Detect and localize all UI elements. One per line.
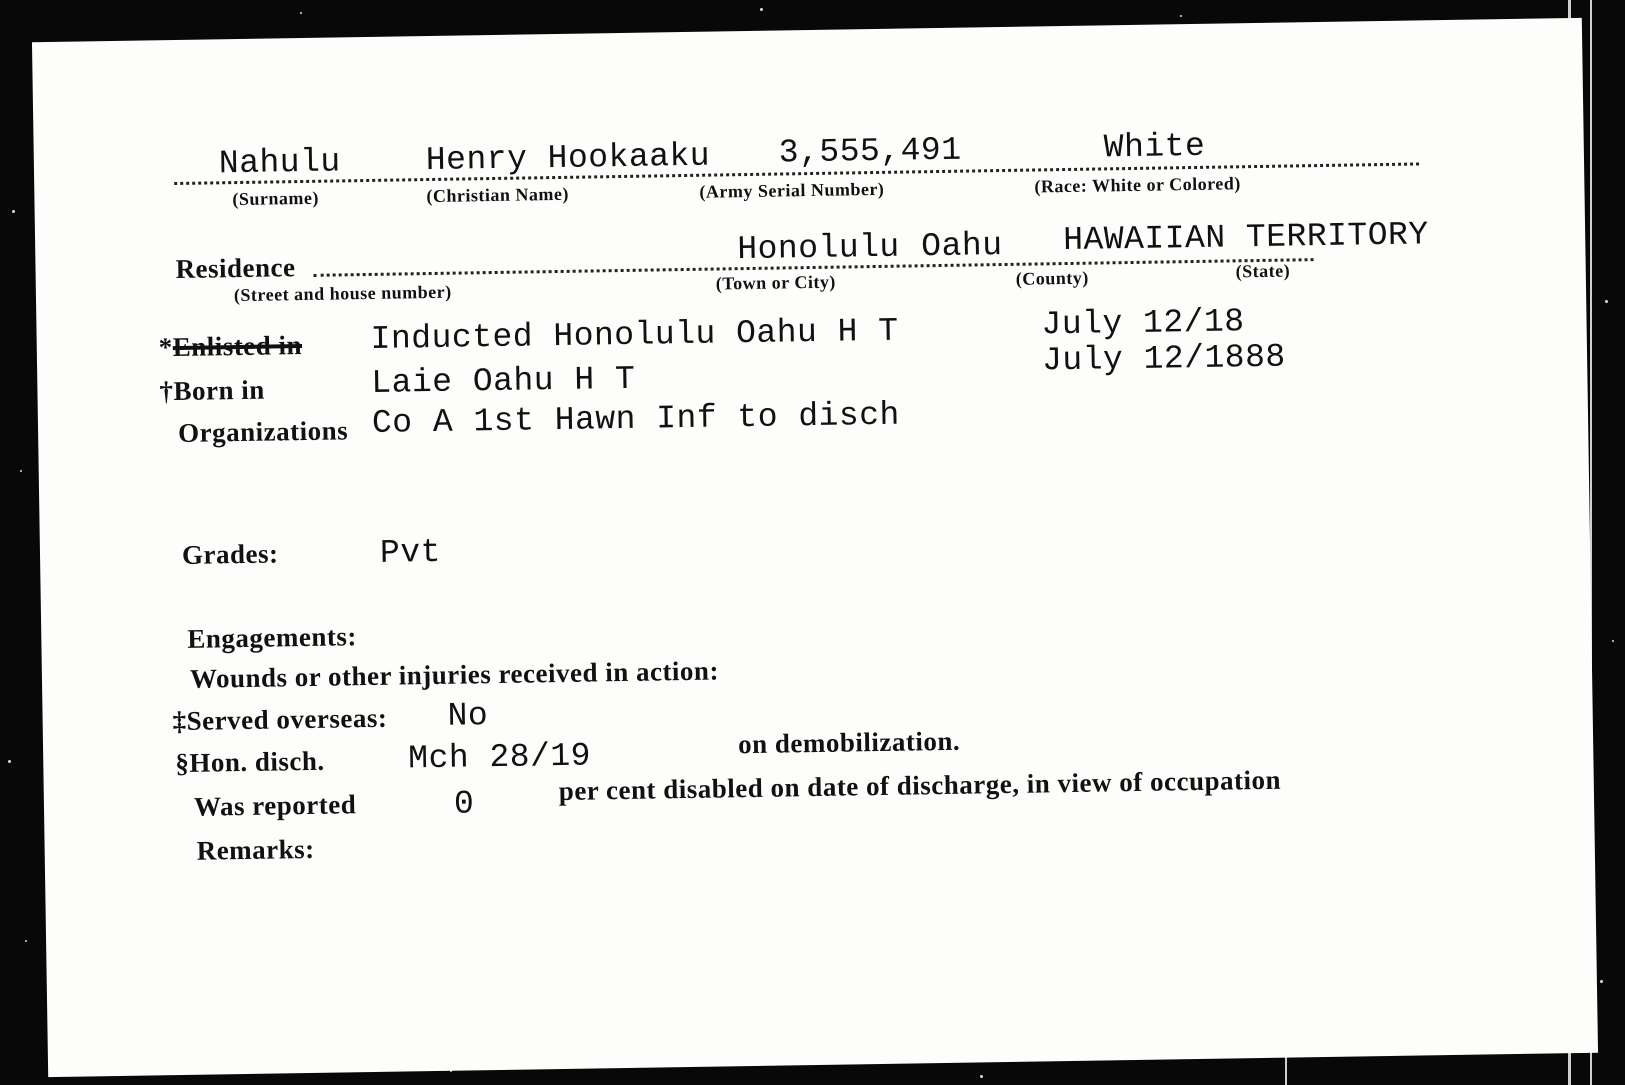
race-value: White [1103,127,1206,167]
wounds-label: Wounds or other injuries received in action: [189,655,720,694]
scan-speck [20,470,22,472]
state-value: HAWAIIAN TERRITORY [1062,216,1429,260]
enlisted-label-text: Enlisted in [172,330,303,363]
scan-speck [300,12,302,14]
state-caption: (State) [1235,260,1291,282]
born-place-value: Laie Oahu H T [371,360,636,402]
born-footnote-mark: † [159,376,174,407]
serial-number-caption: (Army Serial Number) [699,178,885,202]
scan-speck [1180,15,1182,17]
reported-suffix: per cent disabled on date of discharge, in view of occupation [558,764,1282,807]
enlisted-footnote-mark: * [158,332,174,363]
grades-label: Grades: [181,538,279,570]
scan-speck [1600,980,1603,983]
scan-speck [1605,300,1608,303]
engagements-label: Engagements: [187,621,358,654]
inducted-value: Inducted Honolulu Oahu H T [370,312,899,358]
reported-label: Was reported [193,789,357,822]
discharge-date: Mch 28/19 [407,737,592,778]
service-record-card [32,18,1598,1077]
christian-name-value: Henry Hookaaku [425,137,711,180]
served-overseas-value: No [447,697,489,735]
served-overseas-label: ‡Served overseas: [172,702,388,737]
christian-name-caption: (Christian Name) [426,183,570,207]
scan-speck [1612,640,1614,642]
organizations-label: Organizations [177,415,349,448]
scan-speck [25,940,27,942]
discharge-reason: on demobilization. [737,725,961,760]
county-caption: (County) [1015,267,1089,289]
serial-number-value: 3,555,491 [778,131,962,172]
race-caption: (Race: White or Colored) [1034,173,1241,197]
grades-value: Pvt [379,533,442,572]
surname-caption: (Surname) [232,187,320,210]
scan-speck [760,8,763,11]
reported-value: 0 [453,785,475,823]
town-caption: (Town or City) [715,271,836,294]
surname-value: Nahulu [218,143,342,183]
discharge-label: §Hon. disch. [175,745,325,779]
street-caption: (Street and house number) [233,281,452,306]
organizations-value: Co A 1st Hawn Inf to disch [371,396,901,442]
county-value: Oahu [920,227,1003,266]
town-value: Honolulu [737,228,901,269]
scan-speck [8,760,11,763]
scan-speck [12,210,15,213]
scan-speck [980,1075,983,1078]
born-label [159,375,265,408]
born-label-text: Born in [173,374,265,407]
remarks-label: Remarks: [196,833,315,866]
enlisted-label [159,330,303,363]
born-date: July 12/1888 [1041,338,1286,380]
residence-label: Residence [175,252,296,285]
inducted-date: July 12/18 [1041,303,1245,344]
